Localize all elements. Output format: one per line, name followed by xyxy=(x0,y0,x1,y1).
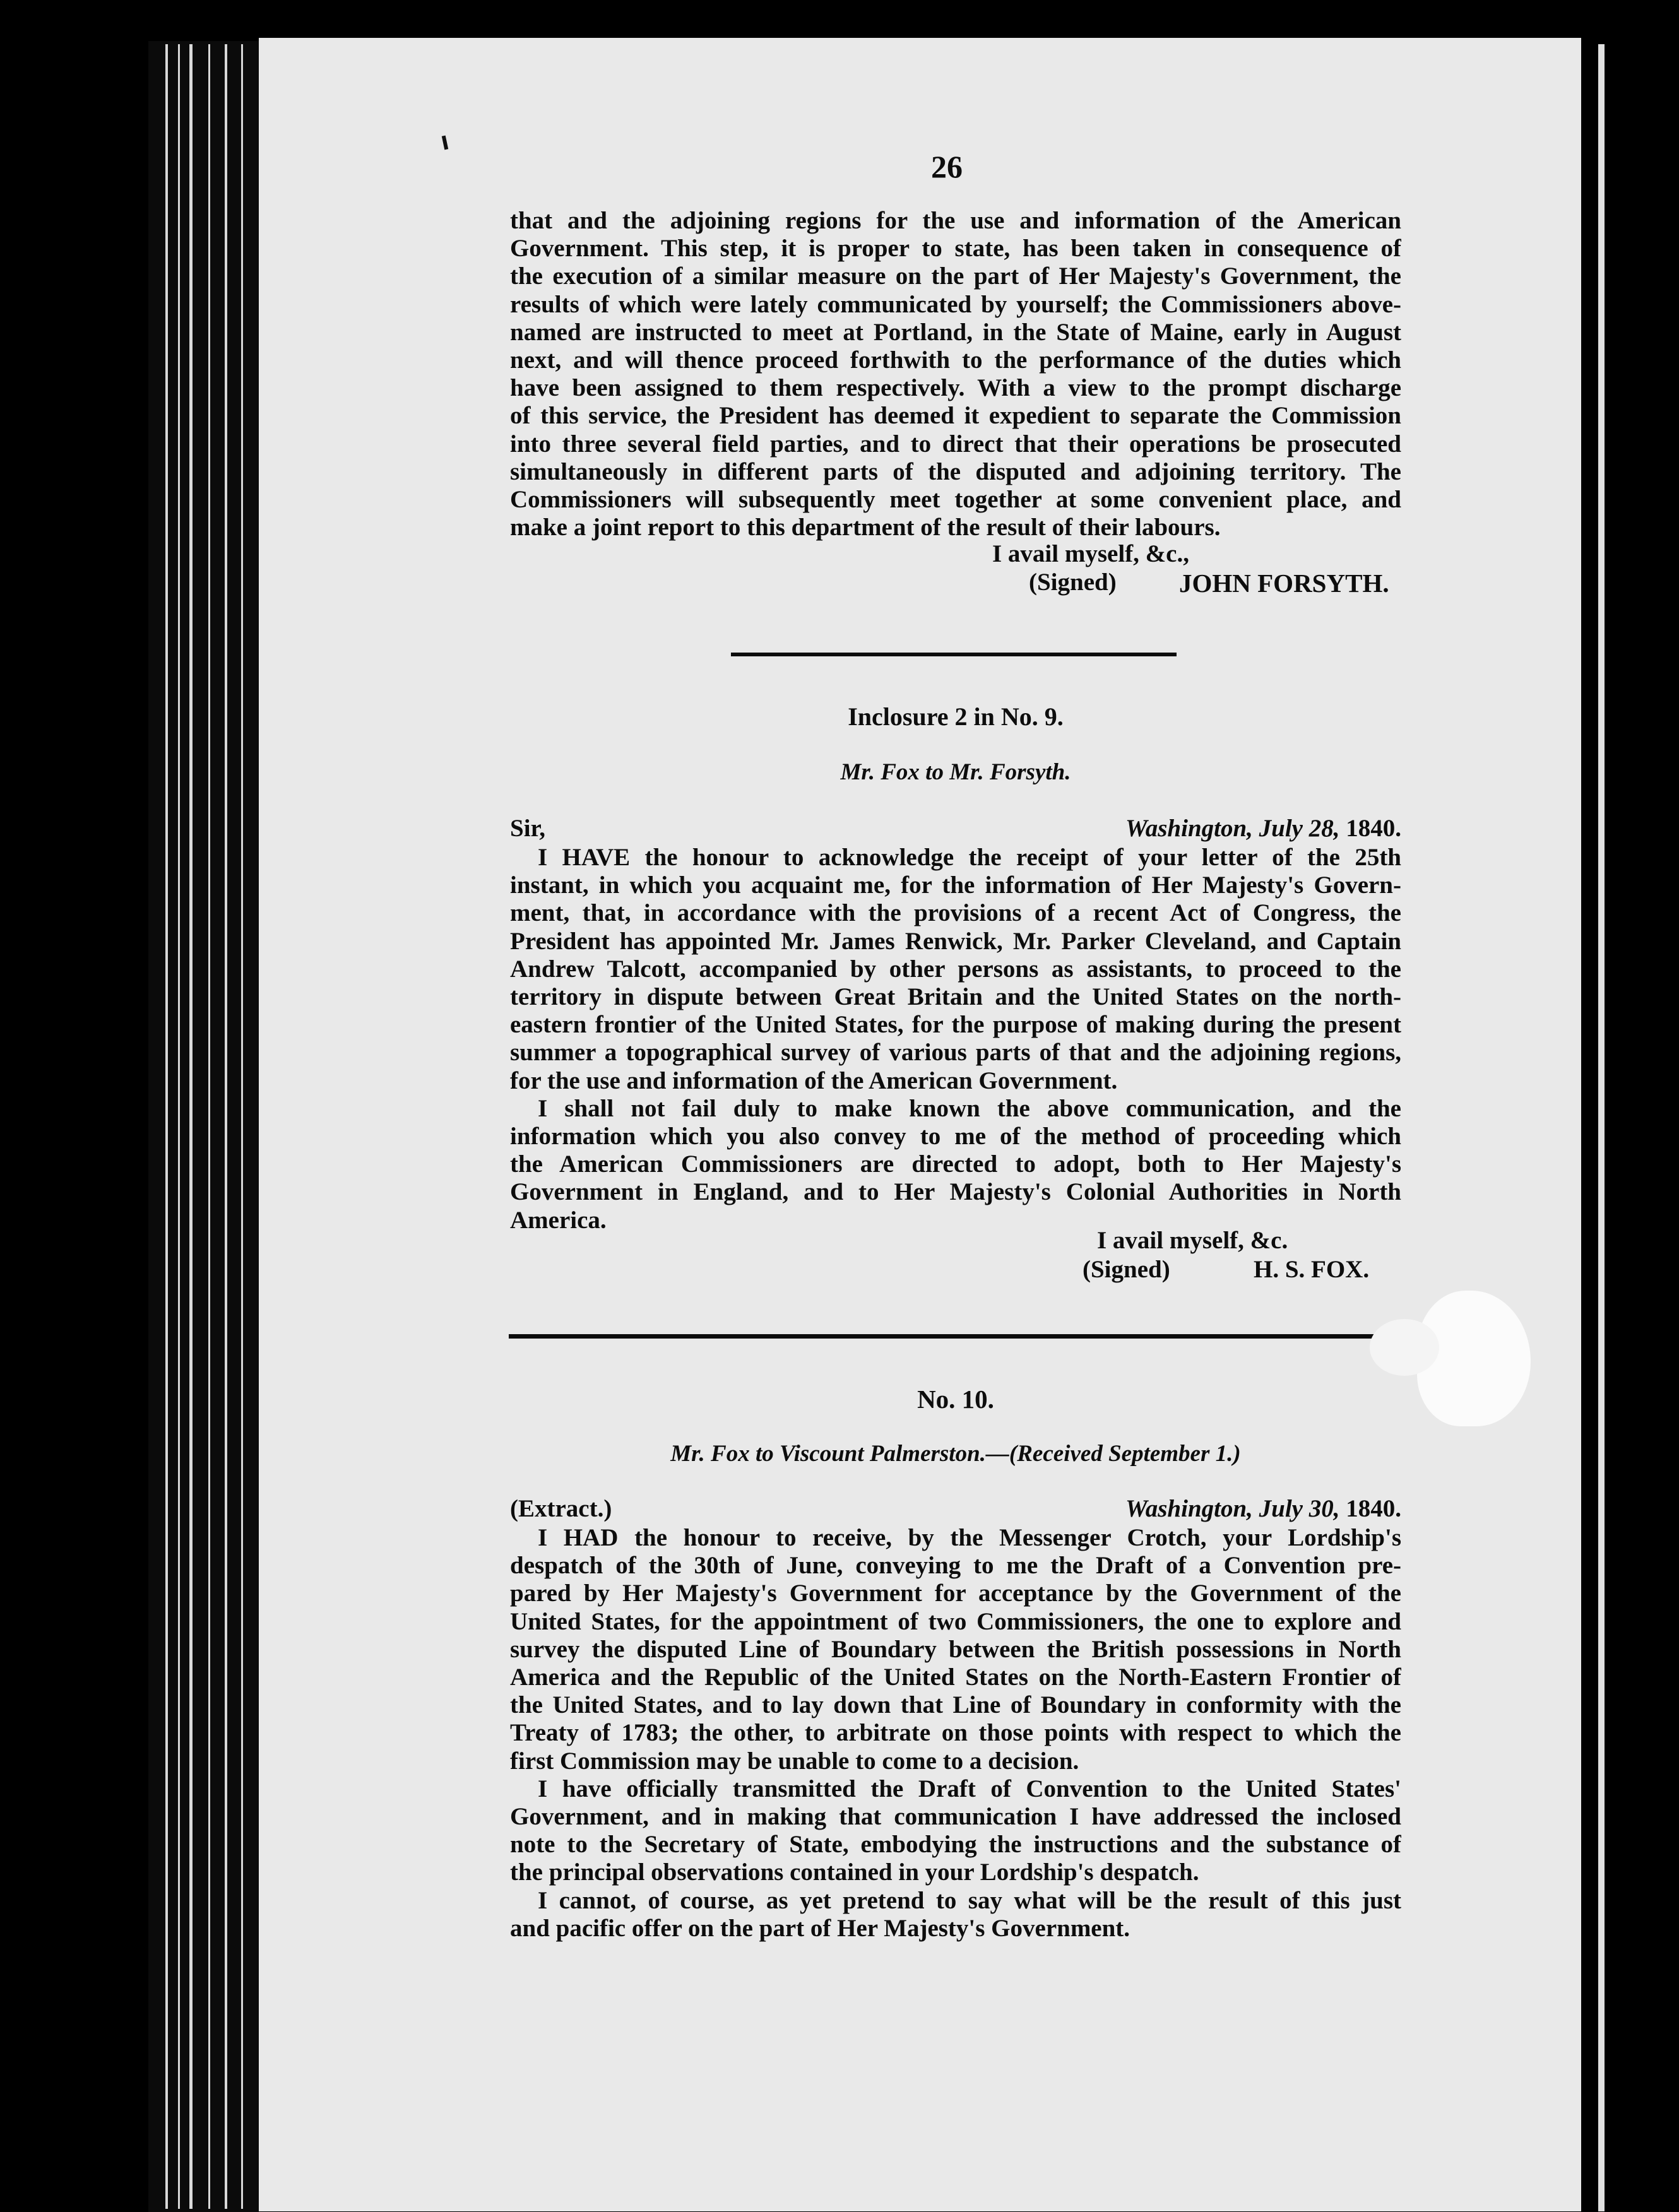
page-edge-strip xyxy=(208,44,210,2209)
signed-label: (Signed) xyxy=(1029,569,1117,596)
text-line: summer a topographical survey of various parts of that and the adjoining regions, xyxy=(510,1039,1401,1067)
text-line: I HAD the honour to receive, by the Messenger Crotch, your Lordship's xyxy=(538,1524,1401,1551)
page-edge-strip xyxy=(165,44,168,2209)
text-line: I HAVE the honour to acknowledge the receipt of your letter of the 25th xyxy=(538,844,1401,871)
text-line: United States, for the appointment of two Commissioners, the one to explore and xyxy=(510,1607,1401,1635)
place-date: Washington, July 28, 1840. xyxy=(1125,815,1401,842)
text-line: the principal observations contained in your Lordship's despatch. xyxy=(510,1859,1199,1886)
no10-heading: No. 10. xyxy=(917,1385,994,1414)
signed-label: (Signed) xyxy=(1083,1256,1170,1283)
closing-text: I avail myself, &c., xyxy=(992,540,1189,567)
text-line: for the use and information of the American Government. xyxy=(510,1067,1118,1094)
facing-page-edge xyxy=(1598,44,1605,2211)
text-line: Government, and in making that communication I have addressed the inclosed xyxy=(510,1803,1401,1831)
text-line: President has appointed Mr. James Renwick, Mr. Parker Cleveland, and Captain xyxy=(510,927,1401,955)
page-number: 26 xyxy=(931,149,963,184)
text-line: territory in dispute between Great Britain and the United States on the north- xyxy=(510,983,1401,1011)
section-rule xyxy=(731,653,1177,656)
salutation: Sir, xyxy=(510,815,546,842)
text-line: the execution of a similar measure on the part of Her Majesty's Government, the xyxy=(510,263,1401,290)
text-line: next, and will thence proceed forthwith to the performance of the duties which xyxy=(510,346,1401,374)
text-line: despatch of the 30th of June, conveying to me the Draft of a Convention pre- xyxy=(510,1552,1401,1580)
no10-body xyxy=(510,1524,1401,1943)
text-line: named are instructed to meet at Portland, in the State of Maine, early in August xyxy=(510,318,1401,346)
text-line: simultaneously in different parts of the disputed and adjoining territory. The xyxy=(510,458,1401,485)
inclosure-subheading: Mr. Fox to Mr. Forsyth. xyxy=(840,759,1071,785)
text-line: Government in England, and to Her Majesty's Colonial Authorities in North xyxy=(510,1178,1401,1206)
signer-name: JOHN FORSYTH. xyxy=(1179,569,1389,598)
no10-subheading: Mr. Fox to Viscount Palmerston.—(Received September 1.) xyxy=(670,1441,1241,1467)
text-line: the American Commissioners are directed to adopt, both to Her Majesty's xyxy=(510,1150,1401,1178)
text-line: results of which were lately communicated by yourself; the Commissioners above- xyxy=(510,290,1401,318)
extract-label: (Extract.) xyxy=(510,1495,612,1522)
text-line: I have officially transmitted the Draft of Convention to the United States' xyxy=(538,1775,1401,1802)
paper-blemish xyxy=(1370,1319,1439,1376)
text-line: and pacific offer on the part of Her Majesty's Government. xyxy=(510,1914,1130,1942)
text-line: Treaty of 1783; the other, to arbitrate on those points with respect to which the xyxy=(510,1719,1401,1747)
text-line: first Commission may be unable to come to a decision. xyxy=(510,1747,1079,1775)
text-line: pared by Her Majesty's Government for acceptance by the Government of the xyxy=(510,1580,1401,1607)
text-line: information which you also convey to me of the method of proceeding which xyxy=(510,1123,1401,1150)
inclosure-heading: Inclosure 2 in No. 9. xyxy=(848,702,1064,731)
text-line: into three several field parties, and to direct that their operations be prosecuted xyxy=(510,430,1401,458)
inclosure-body xyxy=(510,844,1401,1234)
section-rule xyxy=(509,1334,1442,1339)
text-line: the United States, and to lay down that Line of Boundary in conformity with the xyxy=(510,1691,1401,1719)
signer-name: H. S. FOX. xyxy=(1254,1256,1370,1283)
text-line: I cannot, of course, as yet pretend to say what will be the result of this just xyxy=(538,1886,1401,1914)
text-line: of this service, the President has deemed it expedient to separate the Commission xyxy=(510,402,1401,430)
text-line: eastern frontier of the United States, for the purpose of making during the present xyxy=(510,1011,1401,1039)
page-edge-strip xyxy=(241,44,243,2209)
text-line: ment, that, in accordance with the provisions of a recent Act of Congress, the xyxy=(510,899,1401,927)
page-edge-strip xyxy=(225,44,227,2209)
text-line: that and the adjoining regions for the use and information of the American xyxy=(510,207,1401,234)
letter-continuation xyxy=(510,207,1401,541)
closing-text: I avail myself, &c. xyxy=(1097,1227,1288,1254)
text-line: Andrew Talcott, accompanied by other persons as assistants, to proceed to the xyxy=(510,955,1401,983)
text-line: America and the Republic of the United States on the North-Eastern Frontier of xyxy=(510,1664,1401,1691)
page-edge-strip xyxy=(178,44,180,2209)
text-line: have been assigned to them respectively. With a view to the prompt discharge xyxy=(510,374,1401,402)
text-line: instant, in which you acquaint me, for the information of Her Majesty's Govern- xyxy=(510,872,1401,899)
place-date: Washington, July 30, 1840. xyxy=(1125,1495,1401,1522)
text-line: survey the disputed Line of Boundary between the British possessions in North xyxy=(510,1635,1401,1663)
text-line: America. xyxy=(510,1206,607,1234)
text-line: make a joint report to this department of the result of their labours. xyxy=(510,514,1221,541)
text-line: Government. This step, it is proper to state, has been taken in consequence of xyxy=(510,235,1401,263)
page-edge-strip xyxy=(189,44,193,2209)
text-line: I shall not fail duly to make known the above communication, and the xyxy=(538,1094,1401,1122)
text-line: Commissioners will subsequently meet together at some convenient place, and xyxy=(510,486,1401,514)
text-line: note to the Secretary of State, embodying the instructions and the substance of xyxy=(510,1831,1401,1859)
